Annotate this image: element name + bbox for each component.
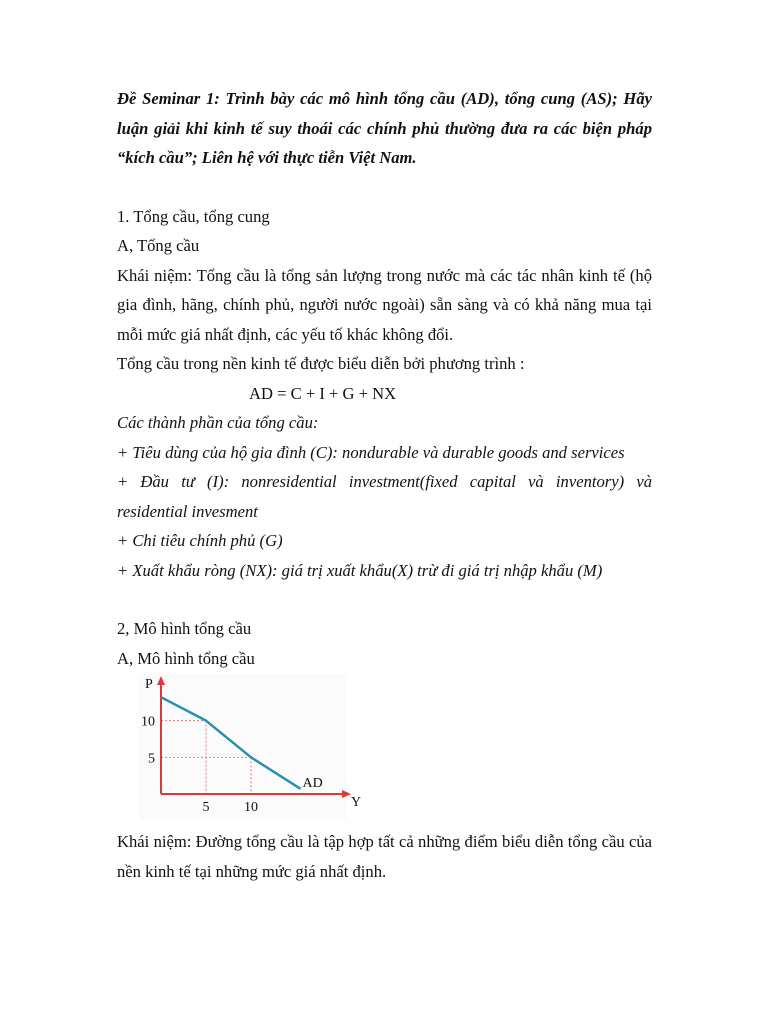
component-item-i: + Đầu tư (I): nonresidential investment(fixed capital và inventory) và residential invesment [117,472,652,521]
equation-intro: Tổng cầu trong nền kinh tế được biểu diễn bởi phương trình : [117,354,525,373]
document-page [117,84,652,886]
x-tick-label: 10 [244,800,258,815]
component-item-g: + Chi tiêu chính phủ (G) [117,531,283,550]
components-heading: Các thành phần của tổng cầu: [117,413,319,432]
y-tick-label: 10 [141,714,155,730]
section2-heading: 2, Mô hình tổng cầu [117,619,252,638]
y-axis-label: P [145,677,153,692]
x-tick-label: 5 [202,800,210,815]
section2-subheading: A, Mô hình tổng cầu [117,648,255,668]
ad-equation: AD = C + I + G + NX [249,383,397,403]
ad-curve-label: AD [302,775,323,791]
section1-heading: 1. Tổng cầu, tổng cung [117,206,270,226]
ad-chart-svg [117,674,362,819]
ad-chart [117,674,362,819]
chart-background [139,674,347,819]
component-item-nx: + Xuất khẩu ròng (NX): giá trị xuất khẩu(X) trừ đi giá trị nhập khẩu (M) [117,560,603,580]
aggregate-demand-concept: Khái niệm: Tổng cầu là tổng sản lượng trong nước mà các tác nhân kinh tế (hộ gia đình, hãng, chính phủ, người nước ngoài) sẵn sàng và có khả năng mua tại mỗi mức giá nhất định, các yếu tố khác không đổi. [117,265,652,344]
component-item-c: + Tiêu dùng của hộ gia đình (C): nondurable và durable goods and services [117,442,625,462]
y-tick-label: 5 [148,751,155,767]
ad-curve-concept: Khái niệm: Đường tổng cầu là tập hợp tất cả những điểm biểu diễn tổng cầu của nền kinh tế tại những mức giá nhất định. [117,832,652,881]
x-axis-label: Y [351,795,362,810]
section1-subheading: A, Tổng cầu [117,236,200,255]
seminar-title: Đề Seminar 1: Trình bày các mô hình tổng cầu (AD), tổng cung (AS); Hãy luận giải khi kinh tế suy thoái các chính phủ thường đưa ra các biện pháp “kích cầu”; Liên hệ với thực tiễn Việt Nam. [117,89,652,167]
